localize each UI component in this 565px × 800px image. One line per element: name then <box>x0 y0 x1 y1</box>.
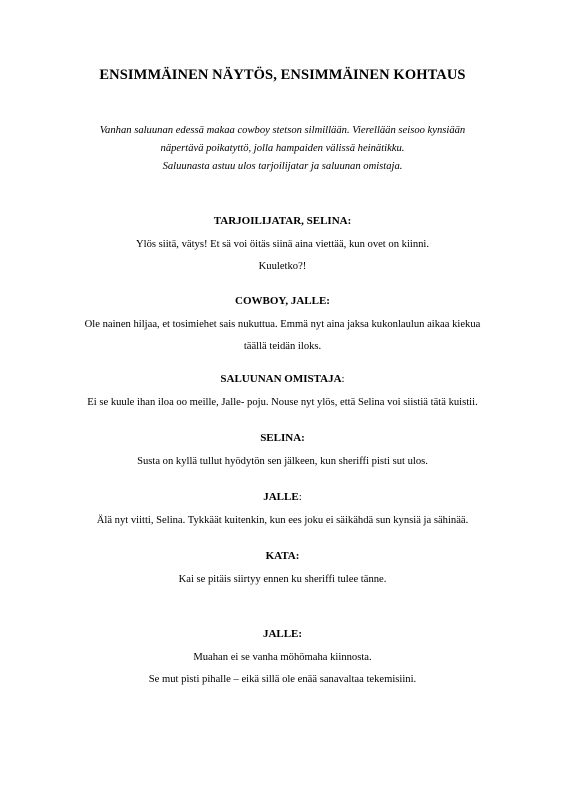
stage-direction-line: näpertävä poikatyttö, jolla hampaiden välissä heinätikku. <box>160 143 405 154</box>
dialogue-line: Muahan ei se vanha möhömaha kiinnosta. <box>193 652 372 663</box>
dialogue-line: Ei se kuule ihan iloa oo meille, Jalle- poju. Nouse nyt ylös, että Selina voi siistiä tätä kuistii. <box>87 397 478 408</box>
dialogue-block <box>0 213 565 277</box>
speaker-name: JALLE: <box>262 628 303 640</box>
stage-direction-line: Vanhan saluunan edessä makaa cowboy stetson silmillään. Vierellään seisoo kynsiään <box>99 125 466 136</box>
speaker-name: SELINA: <box>260 432 305 444</box>
dialogue-line: Kai se pitäis siirtyy ennen ku sheriffi tulee tänne. <box>178 574 387 585</box>
dialogue-line: Susta on kyllä tullut hyödytön sen jälkeen, kun sheriffi pisti sut ulos. <box>137 456 428 467</box>
speaker-name: TARJOILIJATAR, SELINA: <box>213 215 352 227</box>
dialogue-line: Älä nyt viitti, Selina. Tykkäät kuitenkin, kun ees joku ei säikähdä sun kynsiä ja sähinää. <box>96 515 469 526</box>
dialogue-line: Se mut pisti pihalle – eikä sillä ole enää sanavaltaa tekemisiini. <box>148 673 417 685</box>
speaker-name: SALUUNAN OMISTAJA: <box>220 373 345 385</box>
stage-direction-line: Saluunasta astuu ulos tarjoilijatar ja saluunan omistaja. <box>162 161 403 172</box>
dialogue-line: Kuuletko?! <box>258 260 307 272</box>
speaker-name: JALLE: <box>263 491 302 503</box>
dialogue-block <box>0 430 565 473</box>
dialogue-block <box>0 371 565 414</box>
dialogue-block <box>0 293 565 357</box>
stage-directions <box>0 122 565 176</box>
scene-title: ENSIMMÄINEN NÄYTÖS, ENSIMMÄINEN KOHTAUS <box>99 67 466 83</box>
speaker-name: COWBOY, JALLE: <box>235 295 330 307</box>
dialogue-block <box>0 489 565 532</box>
dialogue-block <box>0 548 565 591</box>
dialogue-block <box>0 626 565 690</box>
dialogue-line: Ylös siitä, vätys! Et sä voi öitäs siinä aina viettää, kun ovet on kiinni. <box>135 239 430 250</box>
dialogue-line: Ole nainen hiljaa, et tosimiehet sais nukuttua. Emmä nyt aina jaksa kukonlaulun aikaa kiekua <box>84 319 481 330</box>
dialogue-line: täällä teidän iloks. <box>243 340 322 352</box>
speaker-name: KATA: <box>265 550 300 562</box>
